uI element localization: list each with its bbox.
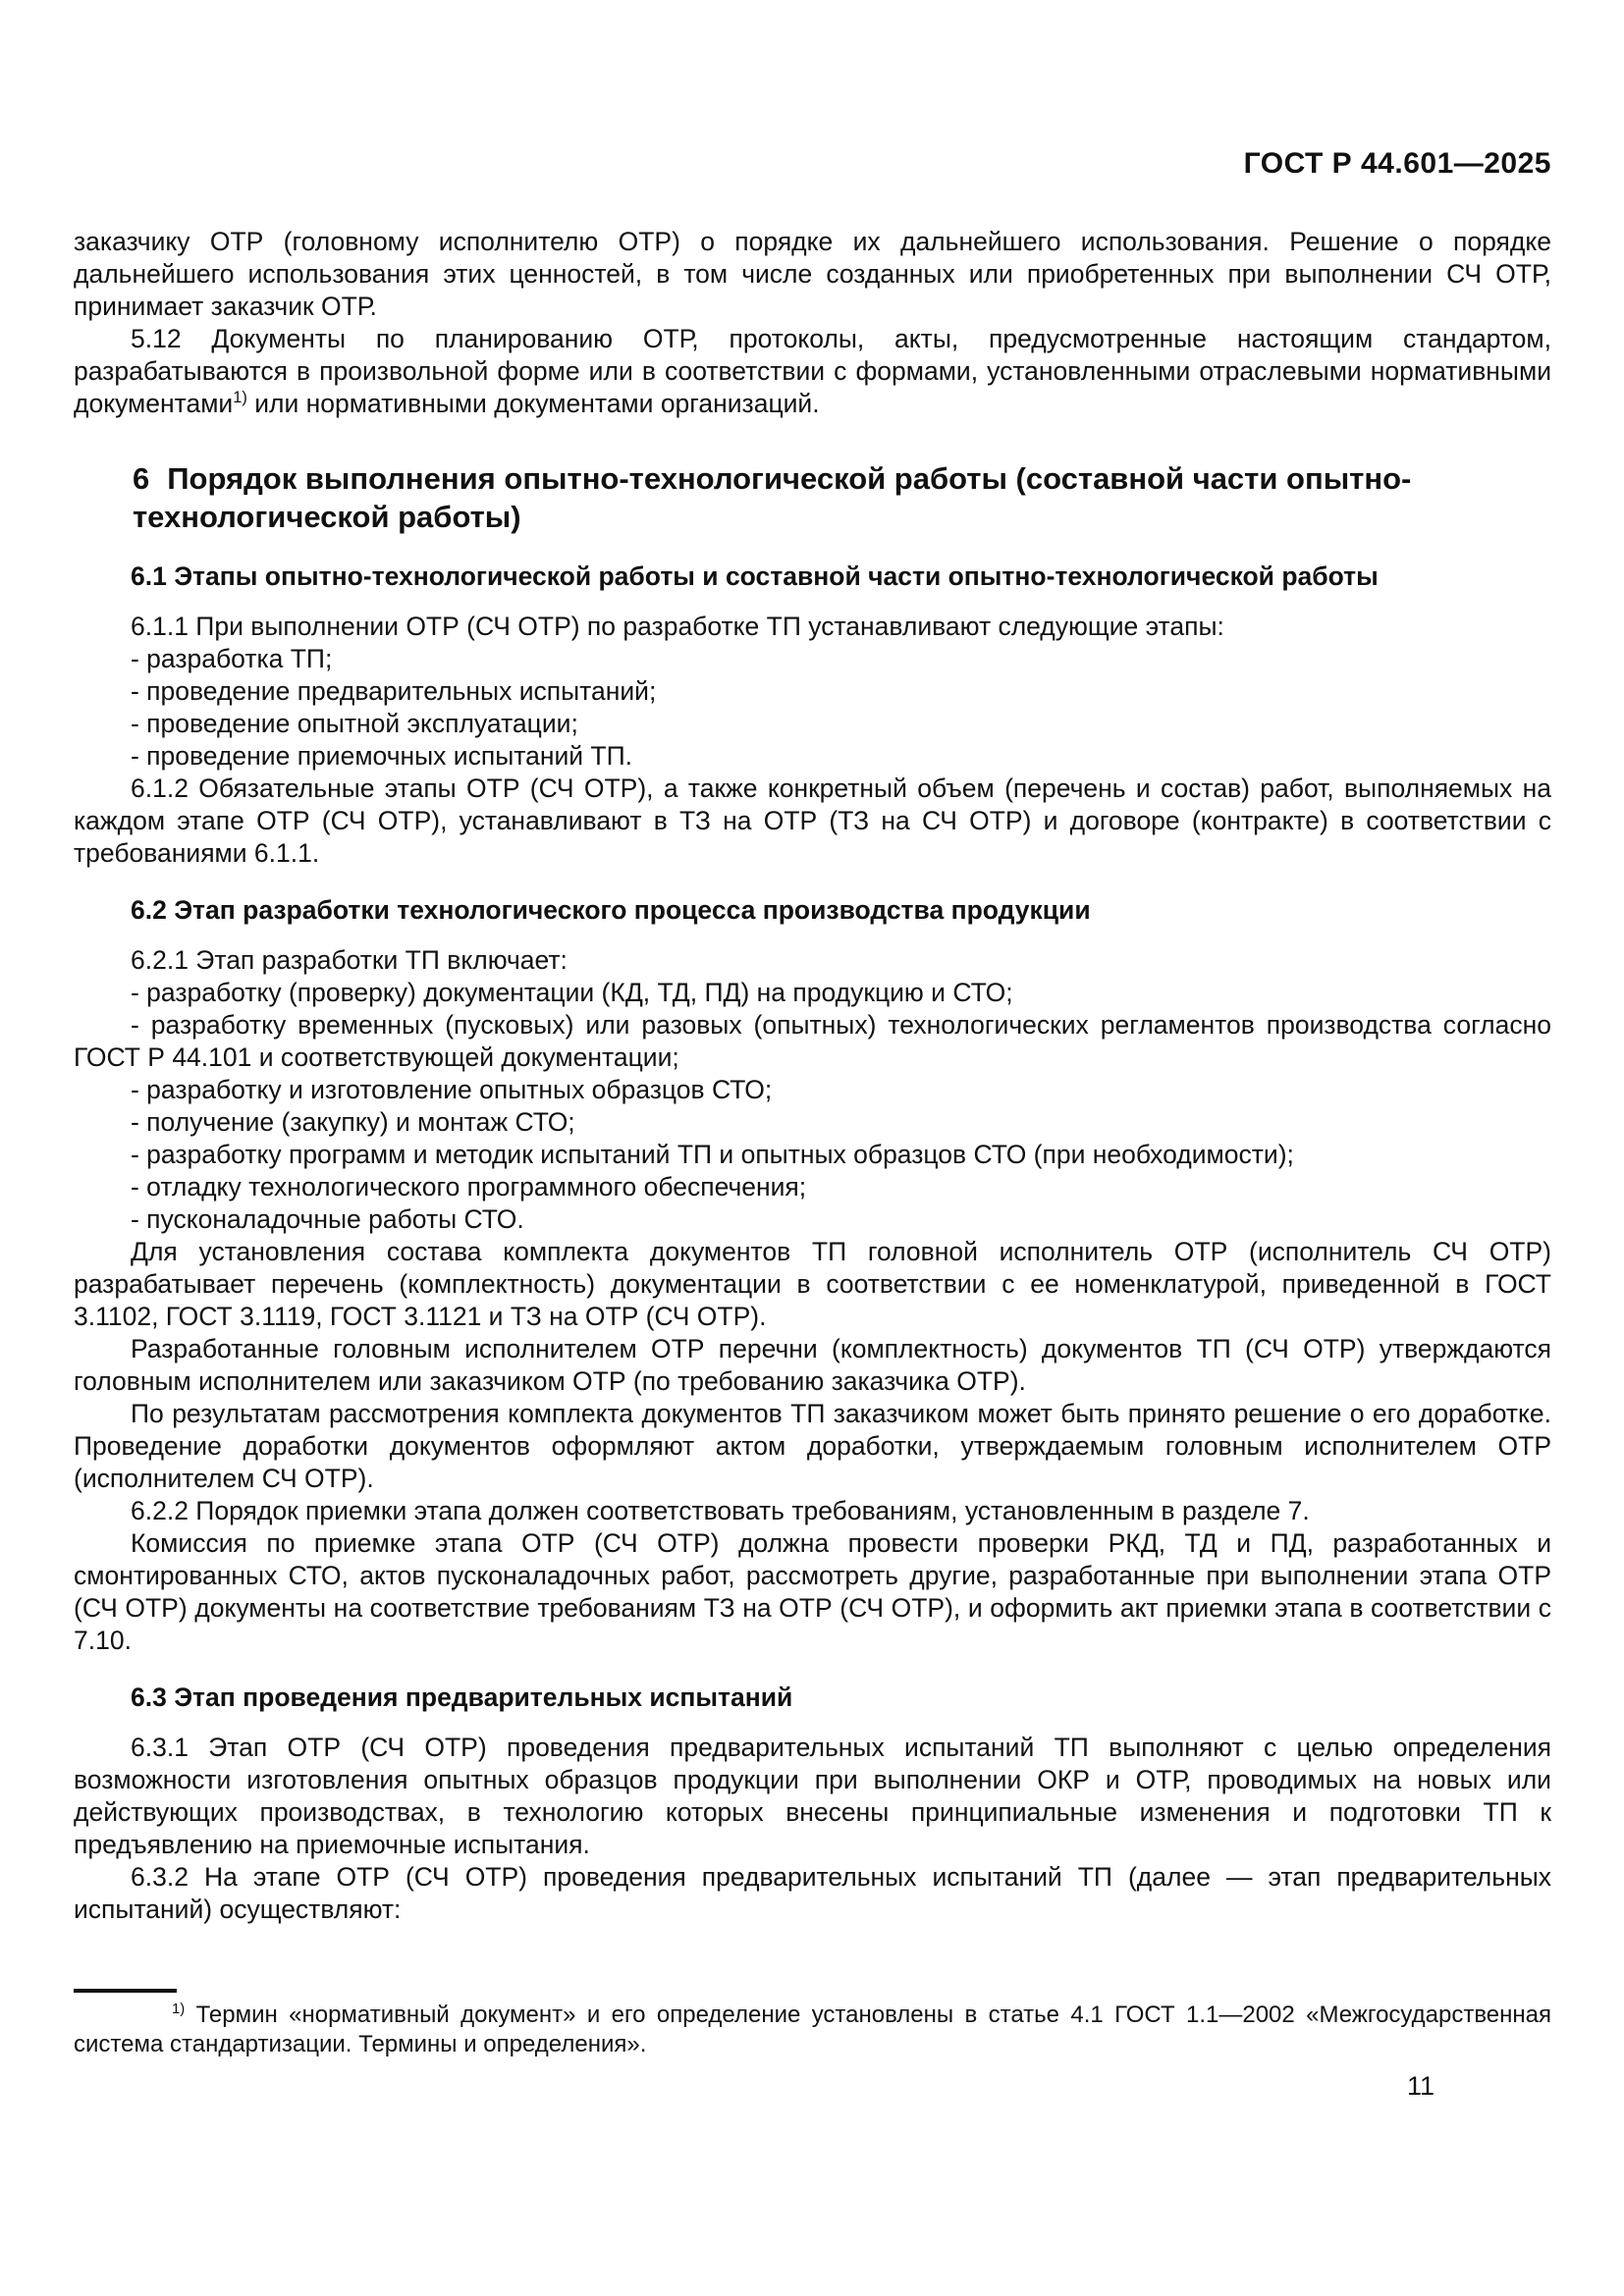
list-item: - проведение опытной эксплуатации;: [131, 709, 578, 738]
doc-code: ГОСТ Р 44.601—2025: [1243, 147, 1551, 180]
footnote-marker: 1): [172, 2002, 186, 2017]
subsection-6-1-heading: 6.1 Этапы опытно-технологической работы и составной части опытно-технологической работы: [131, 561, 1379, 591]
paragraph-composition: Для установления состава комплекта документов ТП головной исполнитель ОТР (исполнитель СЧ ОТР) разрабатывает перечень (комплектность) документации в соответствии с ее номенклатурой, приведенной в ГОСТ 3.1102, ГОСТ 3.1119, ГОСТ 3.1121 и ТЗ на ОТР (СЧ ОТР).: [74, 1237, 1551, 1331]
list-item: - разработку (проверку) документации (КД, ТД, ПД) на продукцию и СТО;: [131, 978, 1013, 1007]
list-item: - пусконаладочные работы СТО.: [131, 1204, 524, 1234]
footnote: [74, 1989, 1551, 2059]
paragraph-6-1-1: 6.1.1 При выполнении ОТР (СЧ ОТР) по разработке ТП устанавливают следующие этапы:: [131, 612, 1224, 641]
paragraph-6-1-2: 6.1.2 Обязательные этапы ОТР (СЧ ОТР), а также конкретный объем (перечень и состав) работ, выполняемых на каждом этапе ОТР (СЧ ОТР), устанавливают в ТЗ на ОТР (ТЗ на СЧ ОТР) и договоре (контракте) в соответствии с требованиями 6.1.1.: [74, 774, 1551, 868]
paragraph-continuation: заказчику ОТР (головному исполнителю ОТР) о порядке их дальнейшего использования. Решение о порядке дальнейшего использования этих ценностей, в том числе созданных или приобретенных при выполнении СЧ ОТР, принимает заказчик ОТР.: [74, 227, 1551, 321]
list-item: - проведение приемочных испытаний ТП.: [131, 741, 633, 771]
paragraph-6-3-1: 6.3.1 Этап ОТР (СЧ ОТР) проведения предварительных испытаний ТП выполняют с целью определения возможности изготовления опытных образцов продукции при выполнении ОКР и ОТР, проводимых на новых или действующих производствах, в технологию которых внесены принципиальные изменения и подготовки ТП к предъявлению на приемочные испытания.: [74, 1733, 1551, 1859]
paragraph-5-12: [74, 323, 1551, 420]
paragraph-6-2-1: 6.2.1 Этап разработки ТП включает:: [131, 945, 568, 975]
page-content: [74, 226, 1551, 1926]
paragraph-6-2-2: 6.2.2 Порядок приемки этапа должен соответствовать требованиям, установленным в разделе 7.: [131, 1496, 1310, 1525]
paragraph-approved: Разработанные головным исполнителем ОТР перечни (комплектность) документов ТП (СЧ ОТР) утверждаются головным исполнителем или заказчиком ОТР (по требованию заказчика ОТР).: [74, 1334, 1551, 1396]
list-item: - разработку и изготовление опытных образцов СТО;: [131, 1075, 773, 1104]
list-item: - проведение предварительных испытаний;: [131, 676, 657, 706]
paragraph-commission: Комиссия по приемке этапа ОТР (СЧ ОТР) должна провести проверки РКД, ТД и ПД, разработанных и смонтированных СТО, актов пусконаладочных работ, рассмотреть другие, разработанные при выполнении этапа ОТР (СЧ ОТР) документы на соответствие требованиям ТЗ на ОТР (СЧ ОТР), и оформить акт приемки этапа в соответствии с 7.10.: [74, 1528, 1551, 1655]
list-item: - разработку программ и методик испытаний ТП и опытных образцов СТО (при необходимости);: [131, 1140, 1294, 1169]
list-item: - разработку временных (пусковых) или разовых (опытных) технологических регламентов производства согласно ГОСТ Р 44.101 и соответствующей документации;: [74, 1010, 1551, 1072]
running-header: [1244, 147, 1551, 181]
list-item: - разработка ТП;: [131, 644, 333, 673]
paragraph-6-3-2: 6.3.2 На этапе ОТР (СЧ ОТР) проведения предварительных испытаний ТП (далее — этап предварительных испытаний) осуществляют:: [74, 1862, 1551, 1924]
page-number: 11: [1407, 2071, 1435, 2101]
paragraph-5-12-text-after: или нормативными документами организаций.: [246, 389, 820, 418]
section-6-number: 6: [133, 461, 150, 496]
subsection-6-2-heading: 6.2 Этап разработки технологического процесса производства продукции: [131, 895, 1091, 925]
section-6-title: Порядок выполнения опытно-технологической работы (составной части опытно-технологической работы): [133, 461, 1412, 534]
paragraph-review: По результатам рассмотрения комплекта документов ТП заказчиком может быть принято решение о его доработке. Проведение доработки документов оформляют актом доработки, утверждаемым головным исполнителем ОТР (исполнителем СЧ ОТР).: [74, 1399, 1551, 1493]
list-item: - отладку технологического программного обеспечения;: [131, 1172, 807, 1201]
footnote-separator: [74, 1989, 177, 1993]
footnote-reference: 1): [233, 389, 247, 407]
subsection-6-3-heading: 6.3 Этап проведения предварительных испытаний: [131, 1682, 793, 1712]
footnote-text: [74, 2001, 1551, 2059]
footnote-body: Термин «нормативный документ» и его определение установлены в статье 4.1 ГОСТ 1.1—2002 «Межгосударственная система стандартизации. Термины и определения».: [74, 2002, 1551, 2057]
paragraph-5-12-text: 5.12 Документы по планированию ОТР, протоколы, акты, предусмотренные настоящим стандартом, разрабатываются в произвольной форме или в соответствии с формами, установленными отраслевыми нормативными документами: [74, 324, 1551, 418]
list-item: - получение (закупку) и монтаж СТО;: [131, 1107, 575, 1137]
section-6-heading: [133, 459, 1551, 536]
